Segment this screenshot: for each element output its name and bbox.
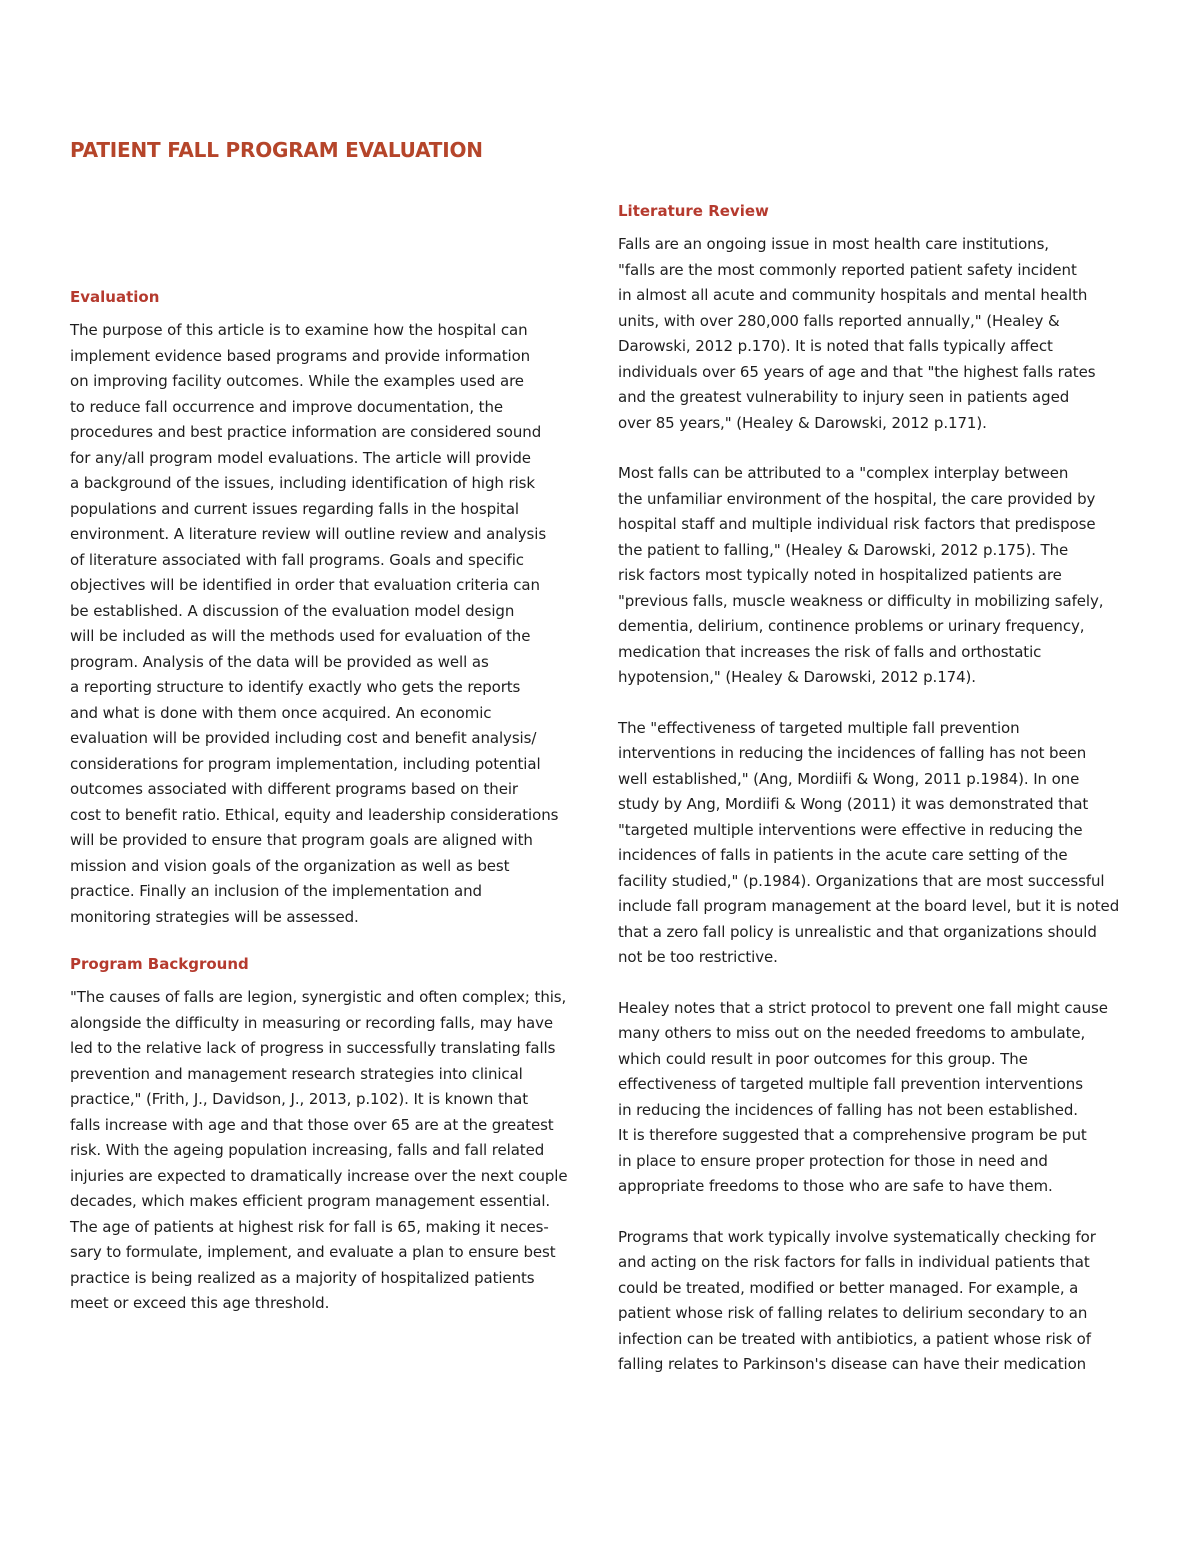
evaluation-heading: Evaluation bbox=[70, 288, 160, 306]
literature-review-paragraph-1: Falls are an ongoing issue in most health care institutions, "falls are the most commonly reported patient safety incident in almost all acute and community hospitals and mental health units, with over 280,000 falls reported annually," (Healey & Darowski, 2012 p.170). It is noted that falls typically affect individuals over 65 years of age and that "the highest falls rates and the greatest vulnerability to injury seen in patients aged over 85 years," (Healey & Darowski, 2012 p.171). bbox=[618, 235, 1096, 432]
literature-review-paragraph-4: Healey notes that a strict protocol to prevent one fall might cause many others to miss out on the needed freedoms to ambulate, which could result in poor outcomes for this group. The effectiveness of targeted multiple fall prevention interventions in reducing the incidences of falling has not been established. It is therefore suggested that a comprehensive program be put in place to ensure proper protection for those in need and appropriate freedoms to those who are safe to have them. bbox=[618, 998, 1108, 1195]
right-column bbox=[618, 200, 1138, 1378]
program-background-heading: Program Background bbox=[70, 955, 249, 973]
page-title: PATIENT FALL PROGRAM EVALUATION bbox=[70, 138, 483, 162]
left-column bbox=[70, 286, 590, 1317]
program-background-paragraph: "The causes of falls are legion, synergistic and often complex; this, alongside the difficulty in measuring or recording falls, may have led to the relative lack of progress in successfully translating falls prevention and management research strategies into clinical practice," (Frith, J., Davidson, J., 2013, p.102). It is known that falls increase with age and that those over 65 are at the greatest risk. With the ageing population increasing, falls and fall related injuries are expected to dramatically increase over the next couple decades, which makes efficient program management essential. The age of patients at highest risk for fall is 65, making it neces- sary to formulate, implement, and evaluate a plan to ensure best practice is being realized as a majority of hospitalized patients meet or exceed this age threshold. bbox=[70, 988, 568, 1312]
literature-review-paragraph-5: Programs that work typically involve systematically checking for and acting on the risk factors for falls in individual patients that could be treated, modified or better managed. For example, a patient whose risk of falling relates to delirium secondary to an infection can be treated with antibiotics, a patient whose risk of falling relates to Parkinson's disease can have their medication bbox=[618, 1227, 1096, 1373]
literature-review-heading: Literature Review bbox=[618, 202, 769, 220]
literature-review-paragraph-3: The "effectiveness of targeted multiple fall prevention interventions in reducing the incidences of falling has not been well established," (Ang, Mordiifi & Wong, 2011 p.1984). In one study by Ang, Mordiifi & Wong (2011) it was demonstrated that "targeted multiple interventions were effective in reducing the incidences of falls in patients in the acute care setting of the facility studied," (p.1984). Organizations that are most successful include fall program management at the board level, but it is noted that a zero fall policy is unrealistic and that organizations should not be too restrictive. bbox=[618, 718, 1120, 966]
evaluation-paragraph: The purpose of this article is to examine how the hospital can implement evidence based programs and provide information on improving facility outcomes. While the examples used are to reduce fall occurrence and improve documentation, the procedures and best practice information are considered sound for any/all program model evaluations. The article will provide a background of the issues, including identification of high risk populations and current issues regarding falls in the hospital environment. A literature review will outline review and analysis of literature associated with fall programs. Goals and specific objectives will be identified in order that evaluation criteria can be established. A discussion of the evaluation model design will be included as will the methods used for evaluation of the program. Analysis of the data will be provided as well as a reporting structure to identify exactly who gets the reports and what is done with them once acquired. An economic evaluation will be provided including cost and benefit analysis/ considerations for program implementation, including potential outcomes associated with different programs based on their cost to benefit ratio. Ethical, equity and leadership considerations will be provided to ensure that program goals are aligned with mission and vision goals of the organization as well as best practice. Finally an inclusion of the implementation and monitoring strategies will be assessed. bbox=[70, 321, 559, 926]
literature-review-paragraph-2: Most falls can be attributed to a "complex interplay between the unfamiliar environment of the hospital, the care provided by hospital staff and multiple individual risk factors that predispose the patient to falling," (Healey & Darowski, 2012 p.175). The risk factors most typically noted in hospitalized patients are "previous falls, muscle weakness or difficulty in mobilizing safely, dementia, delirium, continence problems or urinary frequency, medication that increases the risk of falls and orthostatic hypotension," (Healey & Darowski, 2012 p.174). bbox=[618, 464, 1104, 686]
